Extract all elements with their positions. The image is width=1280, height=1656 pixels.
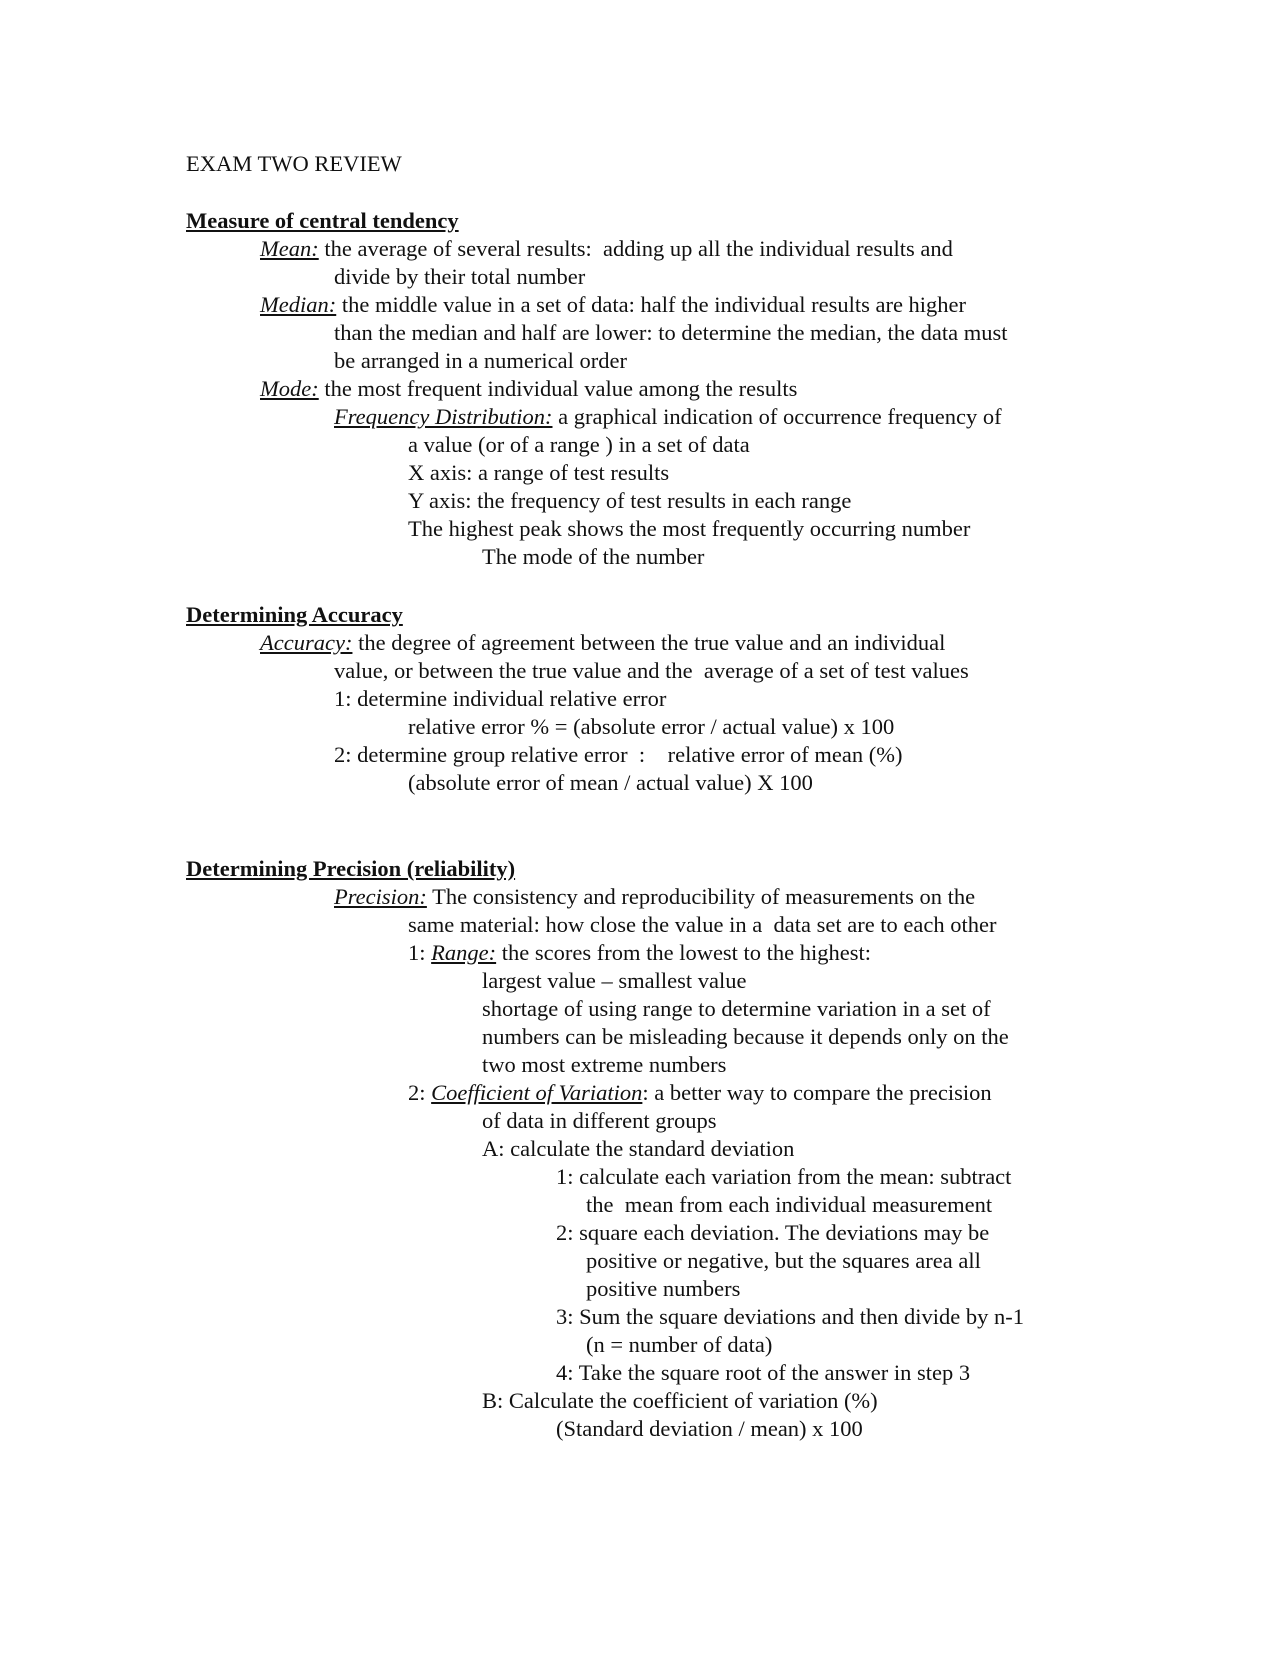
step-a2-line-3: positive numbers [586,1276,741,1301]
document-title: EXAM TWO REVIEW [186,151,402,176]
cv-prefix: 2: [408,1080,432,1105]
accuracy-step-2-formula: (absolute error of mean / actual value) X 100 [408,770,813,795]
frequency-distribution-line-1 [334,403,1002,430]
mode-term: Mode: [260,376,319,401]
coefficient-of-variation-term: Coefficient of Variation [431,1080,643,1105]
step-a1-line-2: the mean from each individual measurement [586,1192,993,1217]
frequency-distribution-line-2: a value (or of a range ) in a set of data [408,432,750,457]
accuracy-step-2: 2: determine group relative error : relative error of mean (%) [334,742,903,767]
precision-text: The consistency and reproducibility of measurements on the [426,884,976,909]
median-text: the middle value in a set of data: half the individual results are higher [336,292,967,317]
accuracy-text: the degree of agreement between the true value and an individual [352,630,946,655]
step-b-formula: (Standard deviation / mean) x 100 [556,1416,863,1441]
coefficient-of-variation-line-1 [408,1079,992,1106]
mean-text: the average of several results: adding up all the individual results and [318,236,953,261]
frequency-distribution-text: a graphical indication of occurrence frequency of [552,404,1002,429]
heading-central-tendency: Measure of central tendency [186,208,459,233]
range-term: Range: [431,940,497,965]
median-definition-line-2: than the median and half are lower: to determine the median, the data must [334,320,1008,345]
median-definition-line-3: be arranged in a numerical order [334,348,627,373]
step-a2-line-2: positive or negative, but the squares area all [586,1248,981,1273]
coefficient-of-variation-line-2: of data in different groups [482,1108,717,1133]
range-line-5: two most extreme numbers [482,1052,727,1077]
step-a2-line-1: 2: square each deviation. The deviations may be [556,1220,990,1245]
median-definition-line-1 [260,291,966,318]
cv-text: : a better way to compare the precision [642,1080,992,1105]
mean-definition-line-2: divide by their total number [334,264,586,289]
precision-definition-line-2: same material: how close the value in a data set are to each other [408,912,997,937]
heading-determining-accuracy: Determining Accuracy [186,602,403,627]
range-line-2: largest value – smallest value [482,968,747,993]
y-axis-note: Y axis: the frequency of test results in each range [408,488,852,513]
step-b-label: B: Calculate the coefficient of variation (%) [482,1388,878,1413]
range-prefix: 1: [408,940,432,965]
accuracy-definition-line-2: value, or between the true value and the average of a set of test values [334,658,969,683]
range-text: the scores from the lowest to the highest: [496,940,872,965]
precision-definition-line-1 [334,883,975,910]
step-a3-line-1: 3: Sum the square deviations and then divide by n-1 [556,1304,1025,1329]
highest-peak-note: The highest peak shows the most frequently occurring number [408,516,971,541]
step-a4-line-1: 4: Take the square root of the answer in step 3 [556,1360,971,1385]
mean-definition-line-1 [260,235,953,262]
mode-definition-line-1 [260,375,797,402]
heading-determining-precision: Determining Precision (reliability) [186,856,516,881]
accuracy-step-1-formula: relative error % = (absolute error / actual value) x 100 [408,714,895,739]
range-line-4: numbers can be misleading because it depends only on the [482,1024,1009,1049]
precision-term: Precision: [334,884,427,909]
step-a-label: A: calculate the standard deviation [482,1136,795,1161]
range-line-3: shortage of using range to determine variation in a set of [482,996,991,1021]
accuracy-definition-line-1 [260,629,945,656]
step-a1-line-1: 1: calculate each variation from the mean: subtract [556,1164,1012,1189]
step-a3-line-2: (n = number of data) [586,1332,773,1357]
mean-term: Mean: [260,236,319,261]
accuracy-step-1: 1: determine individual relative error [334,686,667,711]
accuracy-term: Accuracy: [260,630,353,655]
mode-of-number-note: The mode of the number [482,544,705,569]
median-term: Median: [260,292,337,317]
range-line-1 [408,939,871,966]
x-axis-note: X axis: a range of test results [408,460,670,485]
mode-text: the most frequent individual value among the results [318,376,798,401]
frequency-distribution-term: Frequency Distribution: [334,404,553,429]
